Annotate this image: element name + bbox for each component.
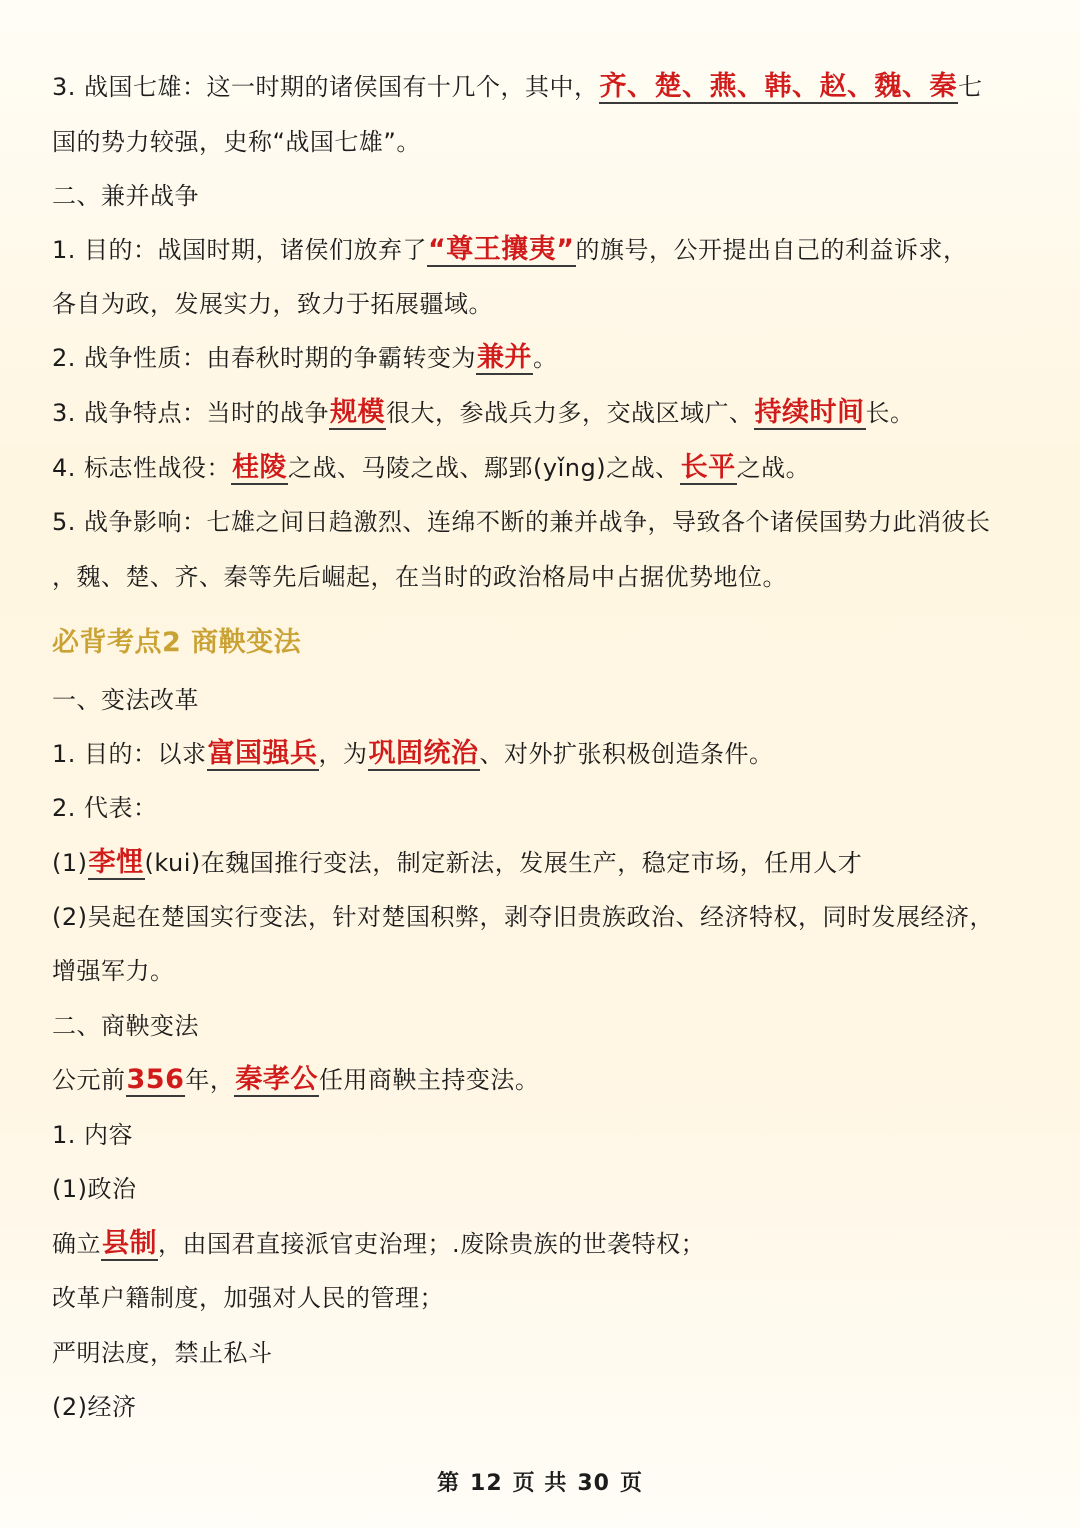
text-line: 严明法度，禁止私斗	[52, 1339, 273, 1367]
text-line: 2. 代表：	[52, 794, 158, 822]
text-line: (2)吴起在楚国实行变法，针对楚国积弊，剥夺旧贵族政治、经济特权，同时发展经济，	[52, 903, 994, 931]
subheading: 一、变法改革	[52, 686, 199, 714]
text-line: ，魏、楚、齐、秦等先后崛起，在当时的政治格局中占据优势地位。	[52, 563, 787, 591]
keyword-highlight: 桂陵	[232, 452, 288, 483]
keyword-highlight: 县制	[102, 1228, 157, 1259]
text-line: 国的势力较强，史称“战国七雄”。	[52, 128, 421, 156]
text-line: 3. 战国七雄：这一时期的诸侯国有十几个，其中，齐、楚、燕、韩、赵、魏、秦七	[52, 71, 983, 102]
keyword-highlight: 秦孝公	[235, 1064, 318, 1095]
keyword-highlight: 李悝	[88, 847, 144, 878]
subheading: 二、商鞅变法	[52, 1012, 199, 1040]
text-line: 3. 战争特点：当时的战争规模很大，参战兵力多，交战区域广、持续时间长。	[52, 397, 915, 428]
section-title: 必背考点2 商鞅变法	[52, 627, 302, 658]
text-line: 增强军力。	[52, 957, 175, 985]
text-line: 各自为政，发展实力，致力于拓展疆域。	[52, 290, 493, 318]
text-line: 2. 战争性质：由春秋时期的争霸转变为兼并。	[52, 342, 558, 373]
keyword-highlight: 兼并	[477, 342, 533, 373]
page-number: 12	[470, 1471, 503, 1496]
text-line: (1)政治	[52, 1175, 137, 1203]
subheading: 二、兼并战争	[52, 182, 199, 210]
text-line: (2)经济	[52, 1393, 137, 1421]
keyword-highlight: 持续时间	[754, 397, 865, 428]
text-line: 1. 内容	[52, 1121, 134, 1149]
page-footer: 第 12 页 共 30 页	[437, 1471, 643, 1496]
keyword-highlight: 富国强兵	[207, 738, 318, 769]
keyword-highlight: 巩固统治	[368, 738, 479, 769]
keyword-highlight: 规模	[330, 397, 386, 428]
text-line: 确立县制，由国君直接派官吏治理；.废除贵族的世袭特权；	[52, 1228, 706, 1259]
text-line: 1. 目的：以求富国强兵，为巩固统治、对外扩张积极创造条件。	[52, 738, 774, 769]
text-line: 改革户籍制度，加强对人民的管理；	[52, 1284, 444, 1312]
text-line: 公元前356年，秦孝公任用商鞅主持变法。	[52, 1064, 540, 1095]
keyword-highlight: 356	[126, 1064, 185, 1095]
text-line: 1. 目的：战国时期，诸侯们放弃了“尊王攘夷”的旗号，公开提出自己的利益诉求，	[52, 234, 968, 265]
text-line: 4. 标志性战役：桂陵之战、马陵之战、鄢郢(yǐng)之战、长平之战。	[52, 452, 811, 483]
keyword-highlight: “尊王攘夷”	[428, 234, 575, 265]
text-line: 5. 战争影响：七雄之间日趋激烈、连绵不断的兼并战争，导致各个诸侯国势力此消彼长	[52, 508, 991, 536]
keyword-highlight: 齐、楚、燕、韩、赵、魏、秦	[599, 71, 958, 102]
text-line: (1)李悝(kui)在魏国推行变法，制定新法，发展生产，稳定市场，任用人才	[52, 847, 863, 878]
keyword-highlight: 长平	[680, 452, 736, 483]
total-pages: 30	[577, 1471, 610, 1496]
